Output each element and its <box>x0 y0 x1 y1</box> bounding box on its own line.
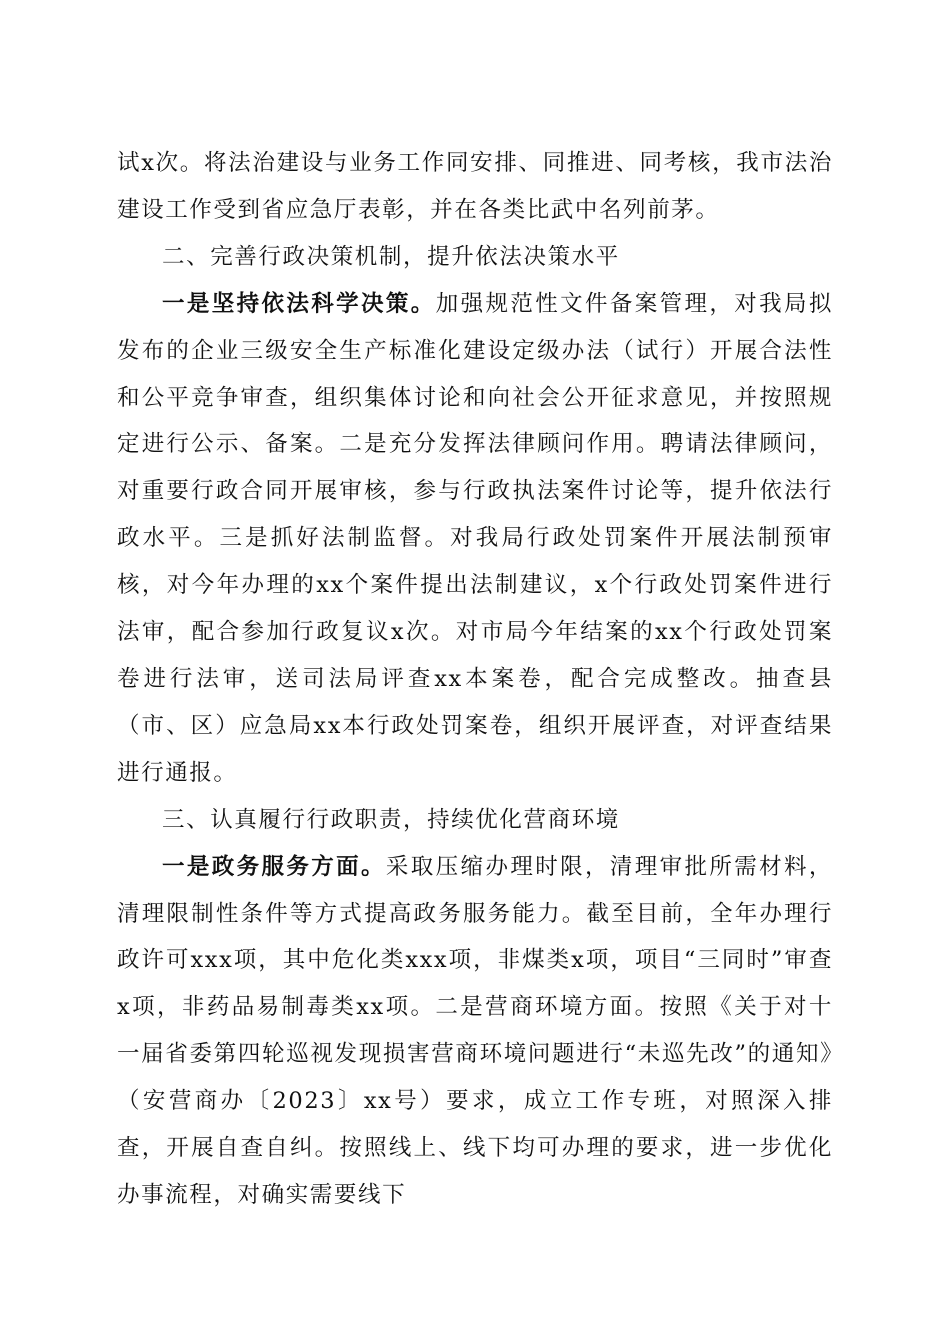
section-heading-3: 三、认真履行行政职责，持续优化营商环境 <box>162 806 620 833</box>
paragraph-lead-text: 一是坚持依法科学决策。 <box>162 290 436 317</box>
document-body <box>117 140 833 1219</box>
paragraph-decision-mechanism <box>117 281 833 797</box>
paragraph-business-environment <box>117 844 833 1219</box>
paragraph-continuation: 试x次。将法治建设与业务工作同安排、同推进、同考核，我市法治建设工作受到省应急厅表彰，并在各类比武中名列前茅。 <box>117 150 833 223</box>
paragraph-body-text: 加强规范性文件备案管理，对我局拟发布的企业三级安全生产标准化建设定级办法（试行）开展合法性和公平竞争审查，组织集体讨论和向社会公开征求意见，并按照规定进行公示、备案。二是充分发挥法律顾问作用。聘请法律顾问，对重要行政合同开展审核，参与行政执法案件讨论等，提升依法行政水平。三是抓好法制监督。对我局行政处罚案件开展法制预审核，对今年办理的xx个案件提出法制建议，x个行政处罚案件进行法审，配合参加行政复议x次。对市局今年结案的xx个行政处罚案卷进行法审，送司法局评查xx本案卷，配合完成整改。抽查县（市、区）应急局xx本行政处罚案卷，组织开展评查，对评查结果进行通报。 <box>117 290 833 786</box>
paragraph-lead-text: 一是政务服务方面。 <box>162 853 386 880</box>
section-heading-2: 二、完善行政决策机制，提升依法决策水平 <box>162 243 620 270</box>
paragraph-body-text: 采取压缩办理时限，清理审批所需材料，清理限制性条件等方式提高政务服务能力。截至目前，全年办理行政许可xxx项，其中危化类xxx项，非煤类x项，项目“三同时”审查x项，非药品易制毒类xx项。二是营商环境方面。按照《关于对十一届省委第四轮巡视发现损害营商环境问题进行“未巡先改”的通知》（安营商办〔2023〕xx号）要求，成立工作专班，对照深入排查，开展自查自纠。按照线上、线下均可办理的要求，进一步优化办事流程，对确实需要线下 <box>117 853 833 1208</box>
